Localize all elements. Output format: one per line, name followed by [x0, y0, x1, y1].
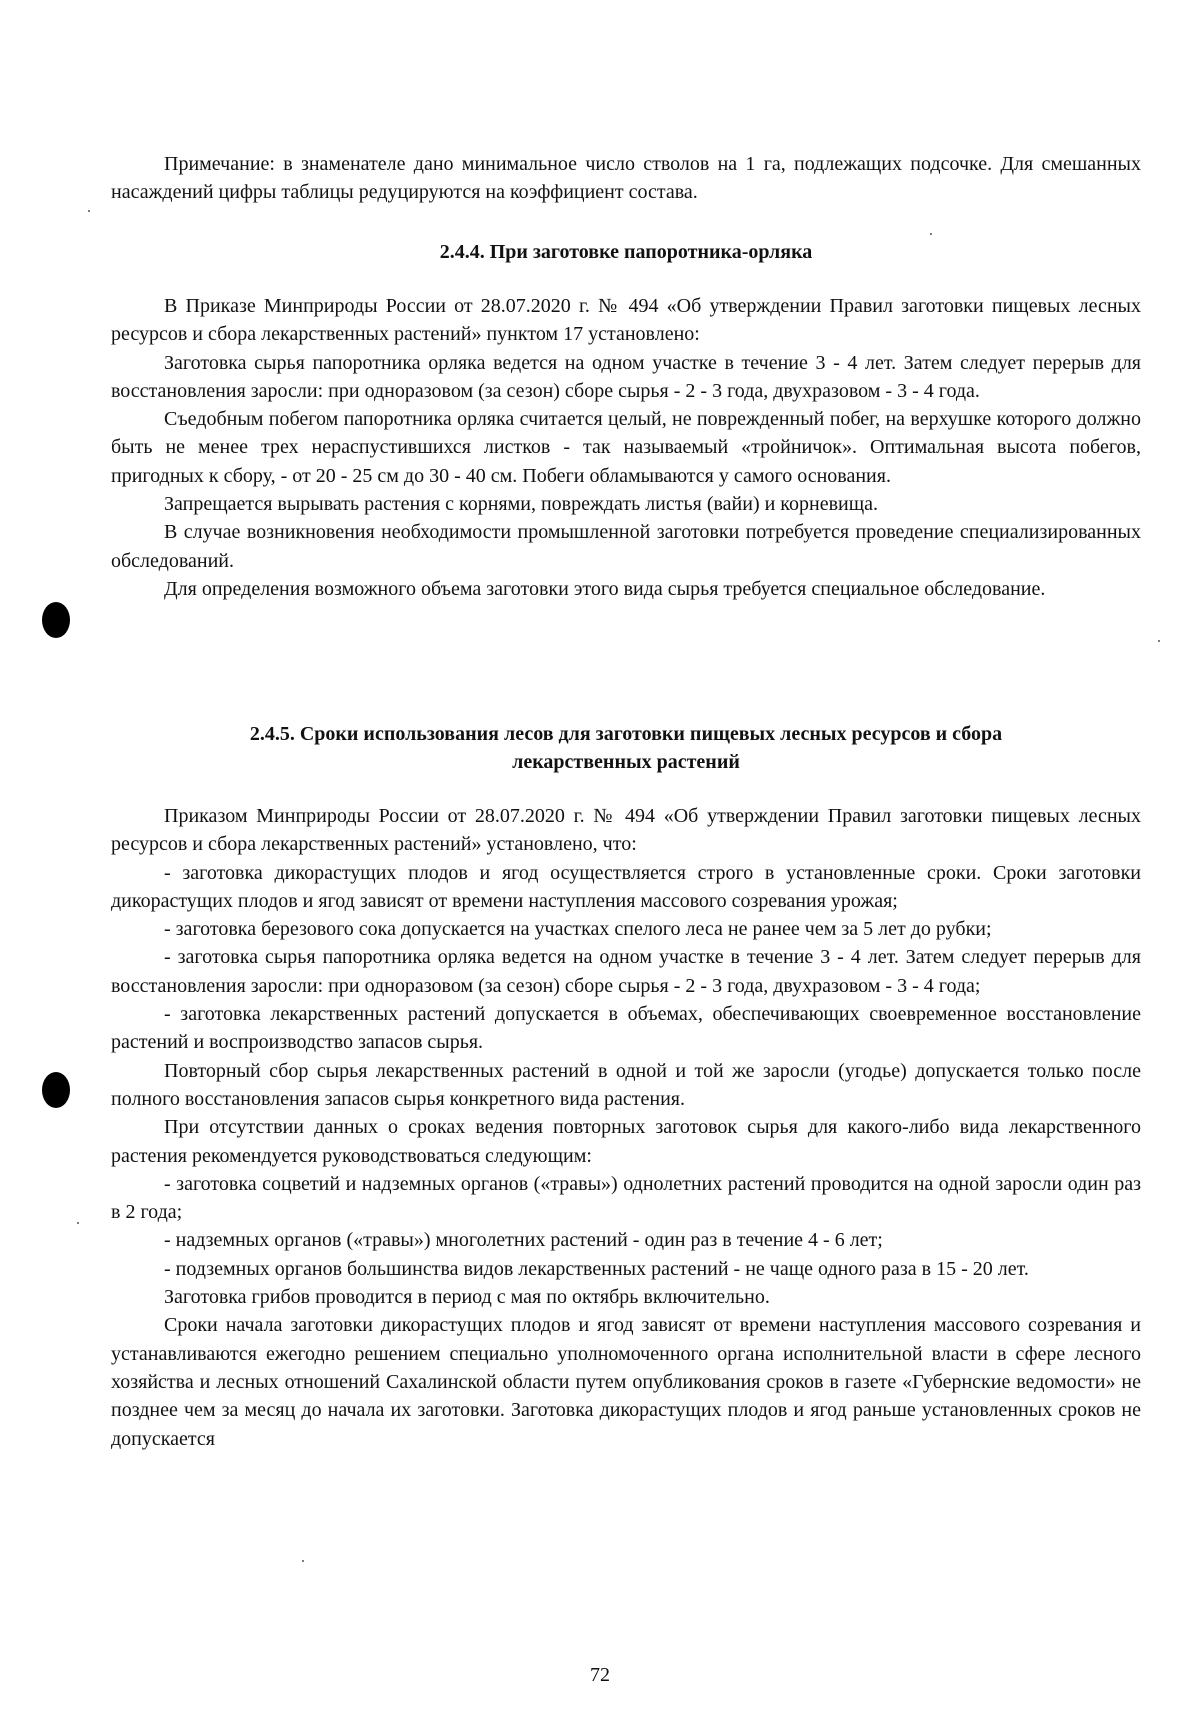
list-item: - надземных органов («травы») многолетних растений - один раз в течение 4 - 6 лет; — [164, 1229, 883, 1252]
note-paragraph: Примечание: в знаменателе дано минимальное число стволов на 1 га, подлежащих подсочке. Для смешанных насаждений цифры таблицы редуцируются на коэффициент состава. — [111, 153, 1141, 204]
punch-hole-top — [42, 602, 70, 638]
note-block — [111, 150, 1141, 207]
section-heading: 2.4.4. При заготовке папоротника-орляка — [439, 241, 813, 263]
paragraph: Для определения возможного объема заготовки этого вида сырья требуется специальное обследование. — [164, 577, 1046, 600]
punch-hole-bottom — [42, 1072, 70, 1108]
section-2-4-4 — [111, 238, 1141, 266]
scan-speck — [302, 1560, 304, 1562]
scan-speck — [930, 233, 932, 235]
list-item: - заготовка березового сока допускается на участках спелого леса не ранее чем за 5 лет до рубки; — [164, 918, 992, 941]
list-item: - заготовка сырья папоротника орляка ведется на одном участке в течение 3 - 4 лет. Затем следует перерыв для восстановления заросли: при одноразовом (за сезон) сборе сырья - 2 - 3 года, двухразовом - 3 - 4 года; — [111, 946, 1141, 997]
paragraph: В Приказе Минприроды России от 28.07.2020 г. № 494 «Об утверждении Правил заготовки пищевых лесных ресурсов и сбора лекарственных растений» пунктом 17 установлено: — [111, 295, 1141, 346]
section-2-4-4-body — [111, 292, 1141, 603]
paragraph: Запрещается вырывать растения с корнями, повреждать листья (вайи) и корневища. — [164, 493, 879, 516]
paragraph: При отсутствии данных о сроках ведения повторных заготовок сырья для какого-либо вида лекарственного растения рекомендуется руководствоваться следующим: — [111, 1116, 1141, 1167]
page-number: 72 — [590, 1664, 610, 1686]
paragraph: Сроки начала заготовки дикорастущих плодов и ягод зависят от времени наступления массового созревания и устанавливаются ежегодно решением специально уполномоченного органа исполнительной власти в сфере лесного хозяйства и лесных отношений Сахалинской области путем опубликования сроков в газете «Губернские ведомости» не позднее чем за месяц до начала их заготовки. Заготовка дикорастущих плодов и ягод раньше установленных сроков не допускается — [111, 1314, 1141, 1450]
scan-speck — [88, 210, 90, 212]
section-2-4-5-body — [111, 802, 1141, 1453]
list-item: - заготовка лекарственных растений допускается в объемах, обеспечивающих своевременное восстановление растений и воспроизводство запасов сырья. — [111, 1003, 1141, 1054]
list-item: - подземных органов большинства видов лекарственных растений - не чаще одного раза в 15 - 20 лет. — [164, 1257, 1029, 1280]
paragraph: Повторный сбор сырья лекарственных растений в одной и той же заросли (угодье) допускается только после полного восстановления запасов сырья конкретного вида растения. — [111, 1059, 1141, 1110]
section-heading-line1: 2.4.5. Сроки использования лесов для заготовки пищевых лесных ресурсов и сбора — [249, 723, 1003, 745]
list-item: - заготовка дикорастущих плодов и ягод осуществляется строго в установленные сроки. Сроки заготовки дикорастущих плодов и ягод зависят от времени наступления массового созревания урожая; — [111, 861, 1141, 912]
paragraph: Заготовка сырья папоротника орляка ведется на одном участке в течение 3 - 4 лет. Затем следует перерыв для восстановления заросли: при одноразовом (за сезон) сборе сырья - 2 - 3 года, двухразовом - 3 - 4 года. — [111, 351, 1141, 402]
section-2-4-5 — [111, 720, 1141, 776]
paragraph: В случае возникновения необходимости промышленной заготовки потребуется проведение специализированных обследований. — [111, 521, 1141, 572]
scan-speck — [1158, 640, 1160, 642]
section-heading-line2: лекарственных растений — [512, 751, 740, 773]
paragraph: Съедобным побегом папоротника орляка считается целый, не поврежденный побег, на верхушке которого должно быть не менее трех нераспустившихся листков - так называемый «тройничок». Оптимальная высота побегов, пригодных к сбору, - от 20 - 25 см до 30 - 40 см. Побеги обламываются у самого основания. — [111, 408, 1141, 487]
scan-speck — [77, 1222, 79, 1224]
paragraph: Заготовка грибов проводится в период с мая по октябрь включительно. — [164, 1286, 770, 1309]
list-item: - заготовка соцветий и надземных органов («травы») однолетних растений проводится на одной заросли один раз в 2 года; — [111, 1172, 1141, 1224]
paragraph: Приказом Минприроды России от 28.07.2020 г. № 494 «Об утверждении Правил заготовки пищевых лесных ресурсов и сбора лекарственных растений» установлено, что: — [111, 805, 1141, 856]
